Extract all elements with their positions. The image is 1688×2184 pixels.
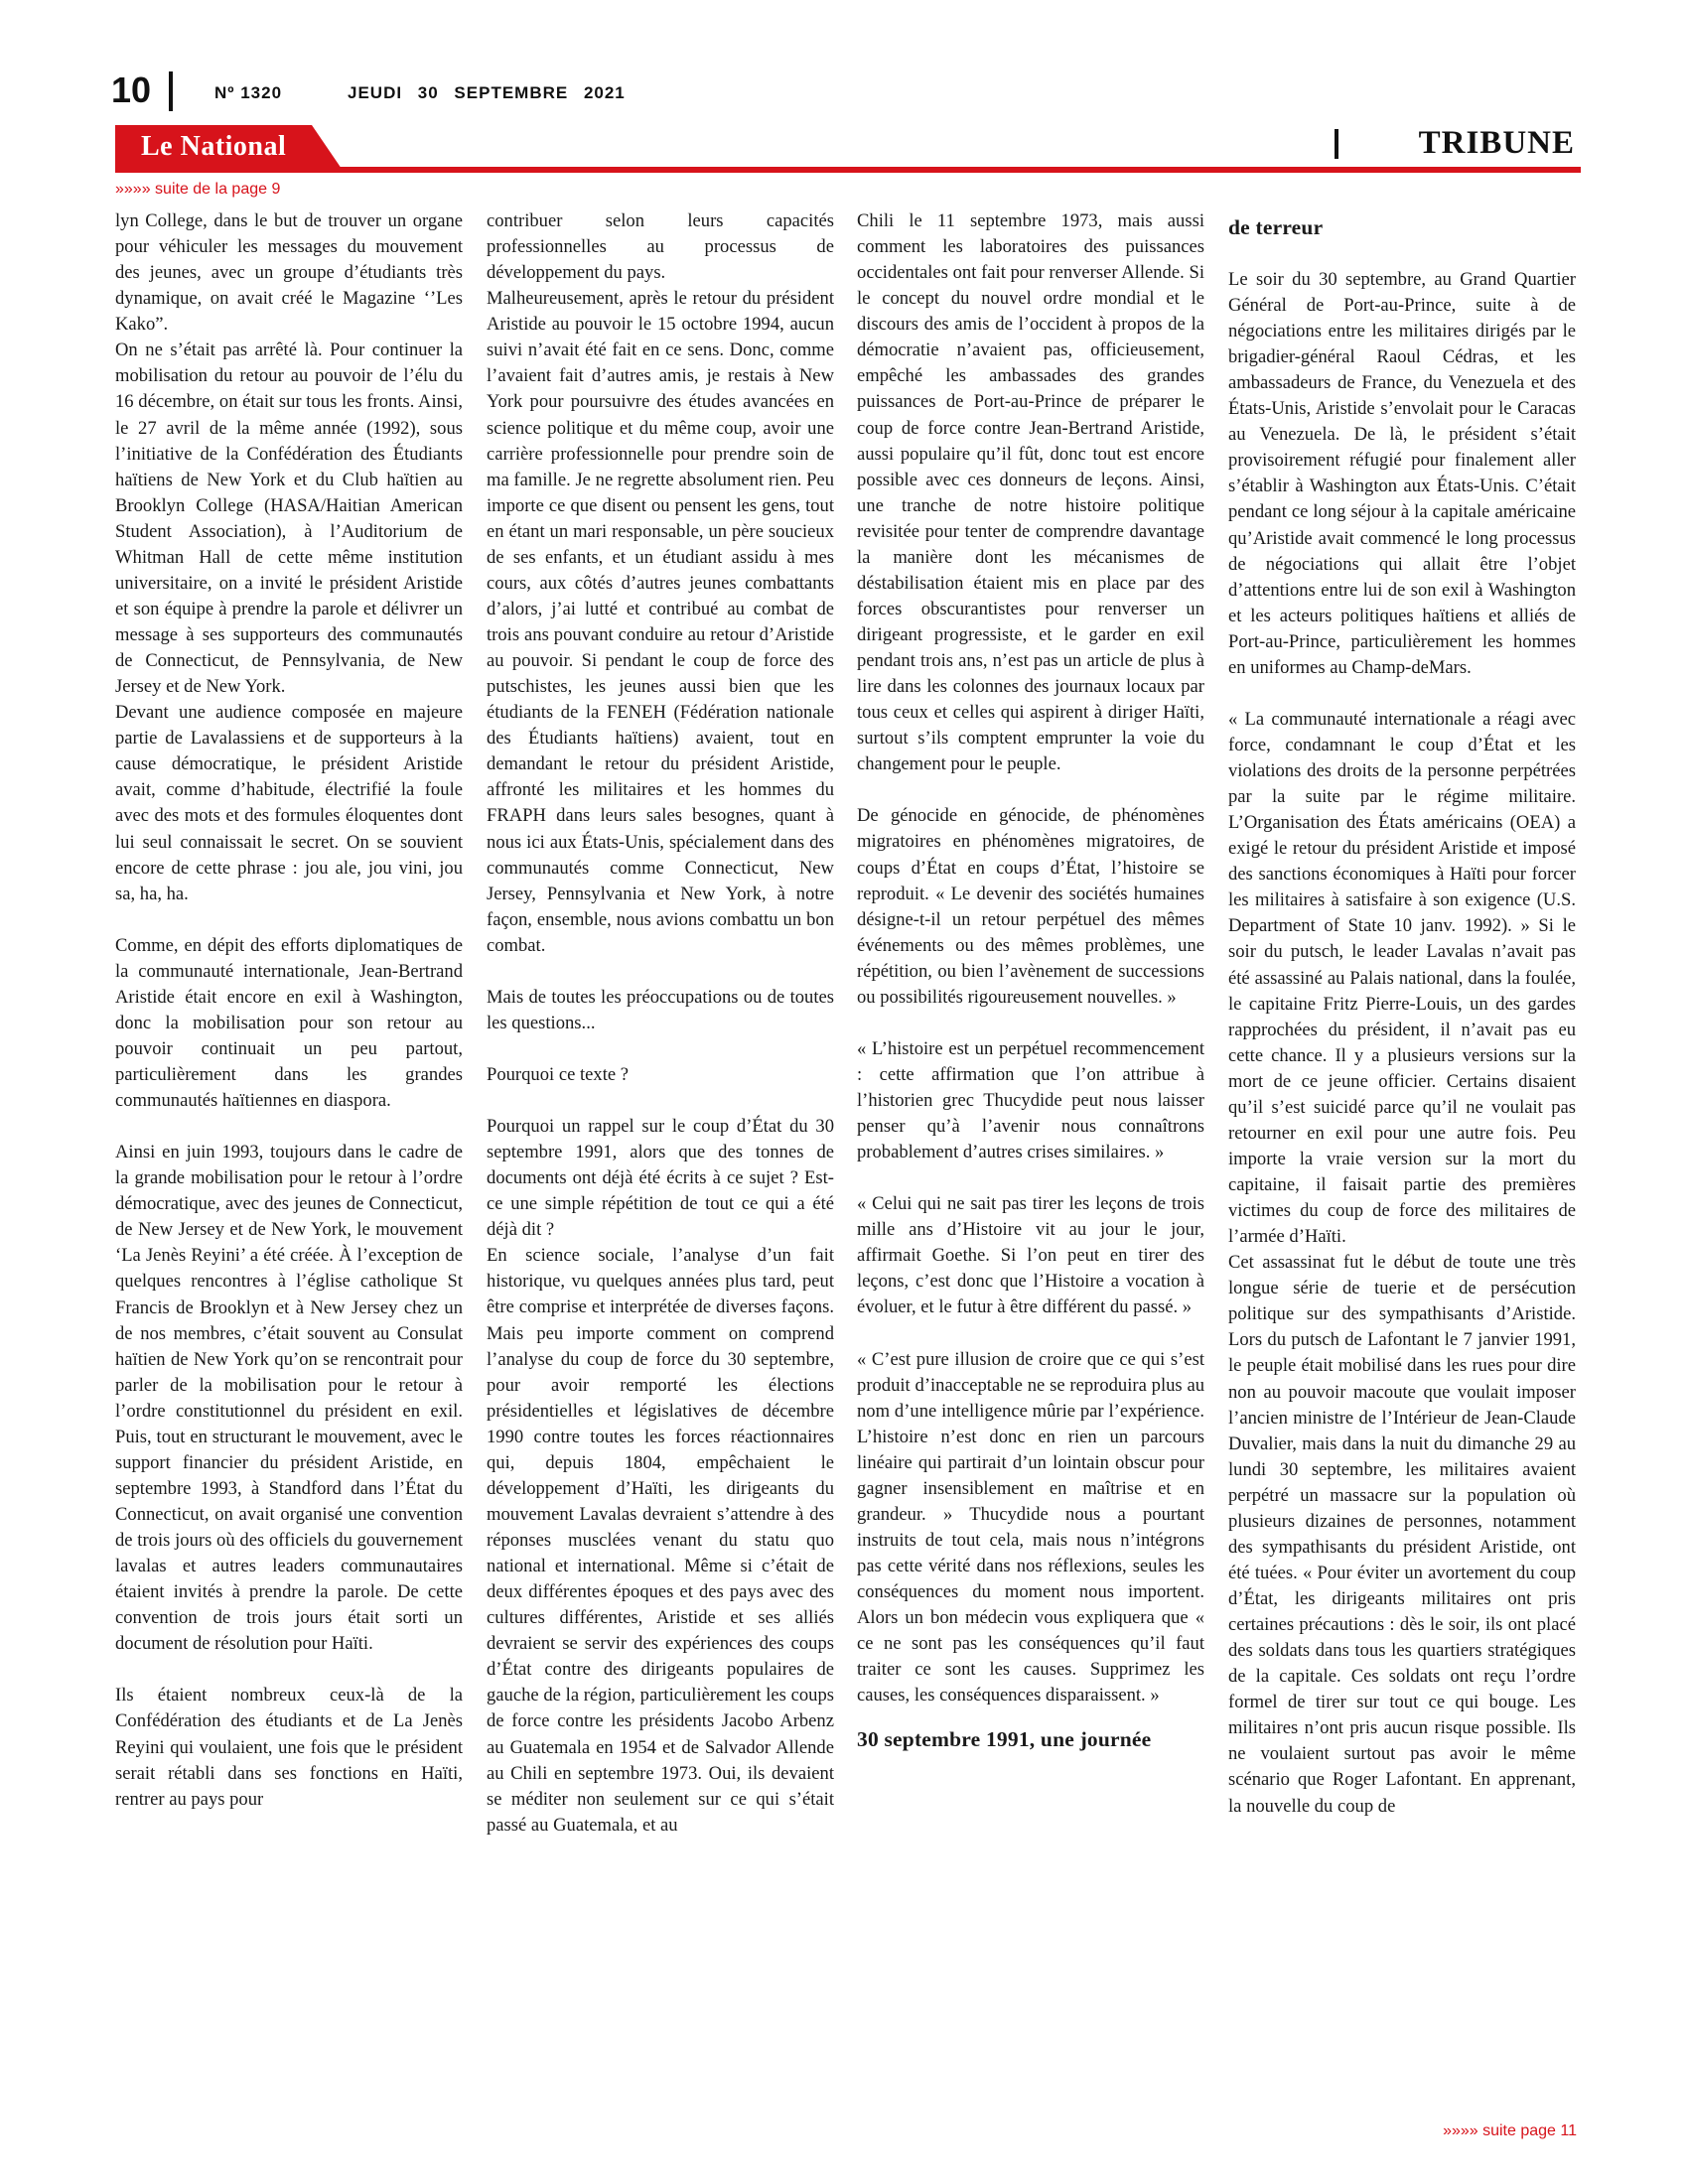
subheading: Pourquoi ce texte ? bbox=[487, 1063, 630, 1085]
paragraph: Cet assassinat fut le début de toute une très longue série de tuerie et de persécution politique sur des sympathisants d’Aristide. Lors du putsch de Lafontant le 7 janvier 1991, le peuple était mobilisé dans les rues pour dire non au pouvoir macoute que voulait imposer l’ancien ministre de l’Intérieur de Jean-Claude Duvalier, mais dans la nuit du dimanche 29 au lundi 30 septembre, les militaires avaient perpétré un massacre sur la population où plusieurs dizaines de personnes, notamment des sympathisants du président Aristide, ont été tuées. « Pour éviter un avortement du coup d’État, les dirigeants militaires ont pris certaines précautions : dès le soir, ils ont placé des soldats dans tous les quartiers stratégiques de la capitale. Ces soldats ont reçu l’ordre formel de tirer sur tout ce qui bouge. Les militaires n’ont pris aucun risque possible. Ils ne voulaient surtout pas avoir le même scénario que Roger Lafontant. En apprenant, la nouvelle du coup de bbox=[1228, 1252, 1576, 1817]
article-column-2 bbox=[487, 208, 834, 1839]
header-rule bbox=[115, 167, 1581, 173]
paragraph: De génocide en génocide, de phénomènes migratoires en phénomènes migratoires, de coups d’État en coups d’État, l’histoire se reproduit. « Le devenir des sociétés humaines désigne-t-il un retour perpétuel des mêmes événements ou des mêmes problèmes, une répétition, ou bien l’avènement de successions ou possibilités rigoureusement nouvelles. » bbox=[857, 805, 1204, 1008]
section-bar bbox=[115, 125, 1581, 173]
paragraph: Le soir du 30 septembre, au Grand Quartier Général de Port-au-Prince, suite à de négociations entre les militaires dirigés par le brigadier-général Raoul Cédras, et les ambassadeurs de France, du Venezuela et des États-Unis, Aristide s’envolait pour le Caracas au Venezuela. De là, le président s’était provisoirement réfugié pour finalement aller s’établir à Washington aux États-Unis. C’était pendant ce long séjour à la capitale américaine qu’Aristide avait commencé le long processus de négociations qui allait être l’objet d’attentions entre lui de son exil à Washington et les acteurs politiques haïtiens et alliés de Port-au-Prince, particulièrement les hommes en uniformes au Champ-deMars. bbox=[1228, 268, 1576, 678]
paragraph: Ils étaient nombreux ceux-là de la Confédération des étudiants et de La Jenès Reyini qui voulaient, une fois que le président serait rétabli dans ses fonctions en Haïti, rentrer au pays pour bbox=[115, 1685, 463, 1810]
quote-paragraph: « C’est pure illusion de croire que ce qui s’est produit d’inacceptable ne se reproduira plus au nom d’une intelligence mûrie par l’expérience. L’histoire n’est donc en rien un parcours linéaire qui partirait d’un lointain obscur pour gagner insensiblement en maîtrise et en grandeur. » Thucydide nous a pourtant instruits de tout cela, mais nous n’intégrons pas cette vérité dans nos réflexions, seules les conséquences du moment nous importent. Alors un bon médecin vous expliquera que « ce ne sont pas les conséquences qu’il faut traiter ce sont les causes. Supprimez les causes, les conséquences disparaissent. » bbox=[857, 1348, 1204, 1706]
quote-paragraph: « Celui qui ne sait pas tirer les leçons de trois mille ans d’Histoire vit au jour le jour, affirmait Goethe. Si l’on peut en tirer des leçons, c’est donc que l’Histoire a vocation à évoluer, et le futur à être différent du passé. » bbox=[857, 1193, 1204, 1318]
masthead bbox=[111, 68, 1591, 115]
continued-from-link[interactable]: »»»» suite de la page 9 bbox=[115, 181, 281, 198]
paragraph: Comme, en dépit des efforts diplomatiques de la communauté internationale, Jean-Bertrand Aristide était encore en exil à Washington, donc la mobilisation pour son retour au pouvoir continuait un peu partout, particulièrement dans les grandes communautés haïtiennes en diaspora. bbox=[115, 934, 463, 1112]
paragraph: Chili le 11 septembre 1973, mais aussi comment les laboratoires des puissances occidentales ont fait pour renverser Allende. Si le concept du nouvel ordre mondial et le discours des amis de l’occident à propos de la démocratie n’avaient pas, officieusement, empêché les ambassades des grandes puissances de Port-au-Prince de préparer le coup de force contre Jean-Bertrand Aristide, aussi populaire qu’il fût, donc tout est encore possible avec ces donneurs de leçons. Ainsi, une tranche de notre histoire politique revisitée pour tenter de comprendre davantage la manière dont les mécanismes de déstabilisation étaient mis en place par des forces obscurantistes pour renverser un dirigeant progressiste, et le garder en exil pendant trois ans, n’est pas un article de plus à lire dans les colonnes des journaux locaux par tous ceux et celles qui aspirent à diriger Haïti, surtout s’ils comptent emprunter la voie du changement pour le peuple. bbox=[857, 210, 1204, 775]
section-heading: 30 septembre 1991, une journée bbox=[857, 1727, 1152, 1752]
section-heading-continued: de terreur bbox=[1228, 215, 1324, 239]
paragraph: Pourquoi un rappel sur le coup d’État du 30 septembre 1991, alors que des tonnes de documents ont déjà été écrits à ce sujet ? Est-ce une simple répétition de tout ce qui a été déjà dit ? bbox=[487, 1116, 834, 1241]
paragraph: Malheureusement, après le retour du président Aristide au pouvoir le 15 octobre 1994, aucun suivi n’avait été fait en ce sens. Donc, comme l’avaient fait d’autres amis, je restais à New York pour poursuivre des études avancées en science politique et du même coup, avoir une carrière professionnelle pour prendre soin de ma famille. Je ne regrette absolument rien. Peu importe ce que disent ou pensent les gens, tout en étant un mari responsable, un père soucieux de ses enfants, et un étudiant assidu à mes cours, aux côtés d’autres jeunes combattants d’alors, j’ai lutté et contribué au combat de trois ans pouvant conduire au retour d’Aristide au pouvoir. Si pendant le coup de force des putschistes, les jeunes aussi bien que les étudiants de la FENEH (Fédération nationale des Étudiants haïtiens) avaient, tout en demandant le retour du président Aristide, affronté les militaires et les hommes du FRAPH dans leurs sales besognes, quant à nous ici aux États-Unis, spécialement dans des communautés comme Connecticut, New Jersey, Pennsylvania et New York, à notre façon, ensemble, nous avions combattu un bon combat. bbox=[487, 288, 834, 956]
paragraph: On ne s’était pas arrêté là. Pour continuer la mobilisation du retour au pouvoir de l’élu du 16 décembre, on était sur tous les fronts. Ainsi, le 27 avril de la même année (1992), sous l’initiative de la Confédération des Étudiants haïtiens de New York et du Club haïtien au Brooklyn College (HASA/Haitian American Student Association), à l’Auditorium de Whitman Hall de cette même institution universitaire, on a invité le président Aristide et son équipe à prendre la parole et délivrer un message à ses supporteurs des communautés de Connecticut, de Pennsylvania, de New Jersey et de New York. bbox=[115, 340, 463, 698]
paragraph: Ainsi en juin 1993, toujours dans le cadre de la grande mobilisation pour le retour à l’ordre démocratique, avec des jeunes de Connecticut, de New Jersey et de New York, le mouvement ‘La Jenès Reyini’ a été créée. À l’exception de quelques rencontres à l’église catholique St Francis de Brooklyn et à New Jersey chez un de nos membres, c’était souvent au Consulat haïtien de New York qu’on se rencontrait pour parler de la mobilisation pour le retour à l’ordre constitutionnel du président en exil. Puis, tout en structurant le mouvement, avec le support financier du président Aristide, en septembre 1993, à Standford dans l’État du Connecticut, on avait organisé une convention de trois jours où des officiels du gouvernement lavalas et autres leaders communautaires étaient invités à prendre la parole. De cette convention de trois jours était sorti un document de résolution pour Haïti. bbox=[115, 1142, 463, 1655]
article-column-4 bbox=[1228, 214, 1576, 1820]
paragraph: contribuer selon leurs capacités professionnelles au processus de développement du pays. bbox=[487, 210, 834, 284]
paragraph: lyn College, dans le but de trouver un organe pour véhiculer les messages du mouvement des jeunes, avec un groupe d’étudiants très dynamique, on avait créé le Magazine ‘’Les Kako”. bbox=[115, 210, 463, 336]
paragraph: Mais de toutes les préoccupations ou de toutes les questions... bbox=[487, 986, 834, 1033]
issue-date: JEUDI 30 SEPTEMBRE 2021 bbox=[348, 83, 626, 102]
continued-on-link[interactable]: »»»» suite page 11 bbox=[1443, 2122, 1577, 2139]
issue-number: Nº 1320 bbox=[214, 83, 283, 102]
page-number: 10 bbox=[111, 69, 152, 110]
page-number-divider bbox=[169, 71, 173, 111]
paragraph: En science sociale, l’analyse d’un fait historique, vu quelques années plus tard, peut être comprise et interprétée de diverses façons. Mais peu importe comment on comprend l’analyse du coup de force du 30 septembre, pour avoir remporté les élections présidentielles et législatives de décembre 1990 contre toutes les forces réactionnaires qui, depuis 1804, empêchaient le développement d’Haïti, les dirigeants du mouvement Lavalas devraient s’attendre à des réponses musclées venant du statu quo national et international. Même si c’était de deux différentes époques et des pays avec des cultures différentes, Aristide et ses alliés devraient se servir des expériences des coups d’État contre des dirigeants populaires de gauche de la région, particulièrement les coups de force contre les présidents Jacobo Arbenz au Guatemala en 1954 et de Salvador Allende au Chili en septembre 1973. Oui, ils devaient se méditer non seulement sur ce qui s’était passé au Guatemala, et au bbox=[487, 1245, 834, 1836]
newspaper-brand: Le National bbox=[141, 131, 287, 162]
section-title: TRIBUNE bbox=[1418, 125, 1575, 161]
quote-paragraph: « L’histoire est un perpétuel recommencement : cette affirmation que l’on attribue à l’historien grec Thucydide peut nous laisser penser qu’à l’avenir nous connaîtrons probablement d’autres crises similaires. » bbox=[857, 1037, 1204, 1163]
article-column-3 bbox=[857, 208, 1204, 1753]
section-divider bbox=[1335, 129, 1338, 159]
paragraph: Devant une audience composée en majeure partie de Lavalassiens et de supporteurs à la cause démocratique, le président Aristide avait, comme d’habitude, électrifié la foule avec des mots et des formules éloquentes dont lui seul connaissait le secret. On se souvient encore de cette phrase : jou ale, jou vini, jou sa, ha, ha. bbox=[115, 702, 463, 904]
article-column-1 bbox=[115, 208, 463, 1813]
quote-paragraph: « La communauté internationale a réagi avec force, condamnant le coup d’État et les violations des droits de la personne perpétrées par la suite par le régime militaire. L’Organisation des États américains (OEA) a exigé le retour du président Aristide et imposé des sanctions économiques à Haïti pour forcer les militaires à satisfaire à son exigence (U.S. Department of State 10 janv. 1992). » Si le soir du putsch, le leader Lavalas n’avait pas été assassiné au Palais national, dans la foulée, le capitaine Fritz Pierre-Louis, un des gardes rapprochées du président, il n’avait pas eu cette chance. Il y a plusieurs versions sur la mort de ce jeune officier. Certains disaient qu’il s’est suicidé parce qu’il ne voulait pas retourner en exil pour une autre fois. Peu importe la vraie version sur la mort du capitaine, il faisait partie des premières victimes du coup de force des militaires de l’armée d’Haïti. bbox=[1228, 708, 1576, 1248]
